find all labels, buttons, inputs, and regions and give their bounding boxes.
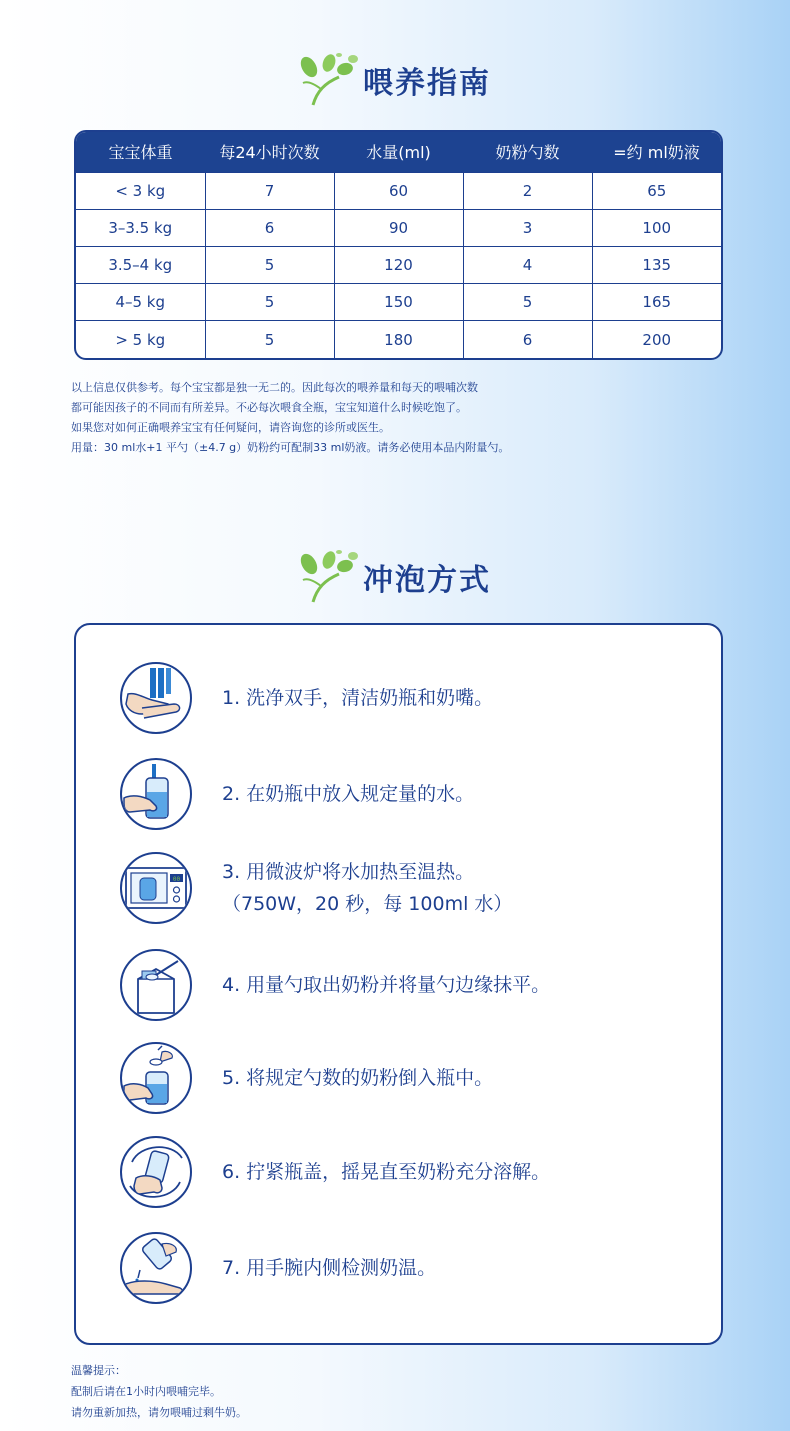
table-cell: 180	[334, 321, 463, 358]
step-4	[120, 947, 700, 1023]
table-cell: 3–3.5 kg	[76, 209, 205, 246]
scoop-level-icon	[120, 949, 192, 1021]
preparation-title: 冲泡方式	[363, 563, 491, 598]
leaf-sprout-icon	[299, 53, 359, 107]
table-row	[76, 209, 721, 246]
table-cell: 5	[463, 284, 592, 321]
step-text-sub: （750W，20 秒，每 100ml 水）	[222, 893, 513, 915]
tips-heading: 温馨提示：	[71, 1364, 126, 1377]
step-text: 2. 在奶瓶中放入规定量的水。	[222, 783, 475, 805]
note-line: 用量：30 ml水+1 平勺（±4.7 g）奶粉约可配制33 ml奶液。请务必使用本品内附量勺。	[71, 441, 510, 454]
table-cell: 5	[205, 246, 334, 283]
shake-bottle-icon	[120, 1136, 192, 1208]
preparation-steps-panel	[74, 623, 723, 1345]
table-cell: 90	[334, 209, 463, 246]
step-text: 5. 将规定勺数的奶粉倒入瓶中。	[222, 1067, 494, 1089]
pour-powder-icon	[120, 1042, 192, 1114]
table-cell: 6	[205, 209, 334, 246]
microwave-icon	[120, 852, 192, 924]
step-text-group	[222, 856, 512, 920]
column-header-milk: =约 ml奶液	[613, 143, 700, 163]
table-row	[76, 284, 721, 321]
table-cell: < 3 kg	[76, 172, 205, 209]
table-cell: 5	[205, 321, 334, 358]
table-cell: > 5 kg	[76, 321, 205, 358]
table-row	[76, 321, 721, 358]
table-cell: 2	[463, 172, 592, 209]
table-cell: 60	[334, 172, 463, 209]
table-cell: 3	[463, 209, 592, 246]
table-cell: 4	[463, 246, 592, 283]
step-text: 4. 用量勺取出奶粉并将量勺边缘抹平。	[222, 974, 551, 996]
hand-washing-icon	[120, 662, 192, 734]
microwave-display: 00	[172, 876, 181, 883]
tips-line: 请勿重新加热，请勿喂哺过剩牛奶。	[71, 1406, 247, 1419]
step-2	[120, 756, 700, 832]
step-text: 3. 用微波炉将水加热至温热。	[222, 861, 475, 883]
table-cell: 3.5–4 kg	[76, 246, 205, 283]
table-cell: 135	[592, 246, 721, 283]
feeding-notes	[71, 378, 731, 458]
step-1	[120, 660, 700, 736]
table-cell: 65	[592, 172, 721, 209]
step-6	[120, 1134, 700, 1210]
column-header-water: 水量(ml)	[366, 143, 431, 163]
table-cell: 120	[334, 246, 463, 283]
bottle-water-icon	[120, 758, 192, 830]
table-cell: 6	[463, 321, 592, 358]
tips-line: 配制后请在1小时内喂哺完毕。	[71, 1385, 221, 1398]
step-3	[120, 850, 700, 926]
table-cell: 165	[592, 284, 721, 321]
column-header-scoops: 奶粉勺数	[495, 143, 560, 163]
table-header-row	[76, 132, 721, 172]
leaf-sprout-icon	[299, 550, 359, 604]
table-cell: 4–5 kg	[76, 284, 205, 321]
table-cell: 200	[592, 321, 721, 358]
table-row	[76, 172, 721, 209]
table-cell: 7	[205, 172, 334, 209]
step-7	[120, 1230, 700, 1306]
column-header-weight: 宝宝体重	[108, 143, 173, 163]
table-cell: 5	[205, 284, 334, 321]
table-cell: 100	[592, 209, 721, 246]
note-line: 都可能因孩子的不同而有所差异。不必每次喂食全瓶，宝宝知道什么时候吃饱了。	[71, 401, 467, 414]
wrist-test-icon	[120, 1232, 192, 1304]
feeding-guide-title: 喂养指南	[363, 66, 491, 101]
feeding-guide-header	[0, 50, 790, 110]
column-header-feeds: 每24小时次数	[219, 143, 320, 163]
note-line: 以上信息仅供参考。每个宝宝都是独一无二的。因此每次的喂养量和每天的喂哺次数	[71, 381, 478, 394]
step-text: 1. 洗净双手，清洁奶瓶和奶嘴。	[222, 687, 494, 709]
step-text: 7. 用手腕内侧检测奶温。	[222, 1257, 437, 1279]
warm-tips	[71, 1360, 671, 1423]
step-text: 6. 拧紧瓶盖，摇晃直至奶粉充分溶解。	[222, 1161, 551, 1183]
table-cell: 150	[334, 284, 463, 321]
feeding-table	[74, 130, 723, 360]
preparation-header	[0, 547, 790, 607]
table-row	[76, 246, 721, 283]
note-line: 如果您对如何正确喂养宝宝有任何疑问，请咨询您的诊所或医生。	[71, 421, 390, 434]
step-5	[120, 1040, 700, 1116]
